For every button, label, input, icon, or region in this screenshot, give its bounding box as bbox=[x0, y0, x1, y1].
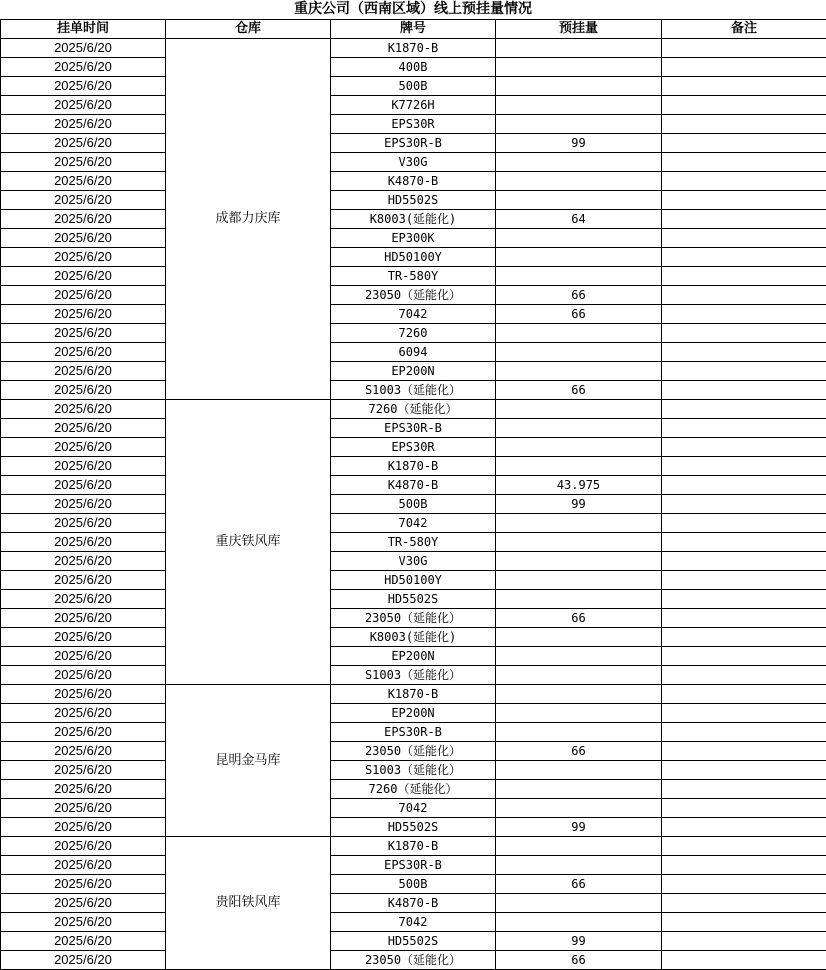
cell-date[interactable]: 2025/6/20 bbox=[1, 799, 166, 818]
cell-date[interactable]: 2025/6/20 bbox=[1, 590, 166, 609]
cell-date[interactable]: 2025/6/20 bbox=[1, 685, 166, 704]
cell-date[interactable]: 2025/6/20 bbox=[1, 134, 166, 153]
cell-quantity[interactable] bbox=[496, 685, 662, 704]
table-row bbox=[1, 666, 826, 685]
cell-date[interactable]: 2025/6/20 bbox=[1, 913, 166, 932]
cell-grade[interactable]: 7260（延能化） bbox=[331, 400, 496, 419]
cell-quantity[interactable] bbox=[496, 172, 662, 191]
cell-date[interactable]: 2025/6/20 bbox=[1, 514, 166, 533]
cell-remarks[interactable] bbox=[662, 951, 826, 970]
cell-remarks[interactable] bbox=[662, 248, 826, 267]
cell-date[interactable]: 2025/6/20 bbox=[1, 552, 166, 571]
cell-date[interactable]: 2025/6/20 bbox=[1, 229, 166, 248]
cell-date[interactable]: 2025/6/20 bbox=[1, 191, 166, 210]
header-remarks[interactable]: 备注 bbox=[662, 20, 826, 39]
cell-date[interactable]: 2025/6/20 bbox=[1, 286, 166, 305]
cell-remarks[interactable] bbox=[662, 704, 826, 723]
table-row bbox=[1, 590, 826, 609]
table-row bbox=[1, 818, 826, 837]
cell-grade[interactable]: K7726H bbox=[331, 96, 496, 115]
cell-grade[interactable]: EPS30R-B bbox=[331, 856, 496, 875]
cell-remarks[interactable] bbox=[662, 837, 826, 856]
header-row bbox=[1, 20, 826, 39]
table-row bbox=[1, 951, 826, 970]
cell-quantity[interactable] bbox=[496, 153, 662, 172]
table-row bbox=[1, 153, 826, 172]
cell-grade[interactable]: 400B bbox=[331, 58, 496, 77]
table-row bbox=[1, 58, 826, 77]
cell-date[interactable]: 2025/6/20 bbox=[1, 267, 166, 286]
cell-quantity[interactable]: 66 bbox=[496, 875, 662, 894]
cell-grade[interactable]: EP200N bbox=[331, 647, 496, 666]
cell-remarks[interactable] bbox=[662, 381, 826, 400]
cell-quantity[interactable] bbox=[496, 248, 662, 267]
cell-quantity[interactable] bbox=[496, 761, 662, 780]
cell-grade[interactable]: 23050（延能化） bbox=[331, 286, 496, 305]
cell-remarks[interactable] bbox=[662, 742, 826, 761]
cell-remarks[interactable] bbox=[662, 856, 826, 875]
cell-remarks[interactable] bbox=[662, 438, 826, 457]
cell-date[interactable]: 2025/6/20 bbox=[1, 77, 166, 96]
table-row bbox=[1, 77, 826, 96]
cell-quantity[interactable]: 99 bbox=[496, 818, 662, 837]
cell-quantity[interactable] bbox=[496, 457, 662, 476]
cell-remarks[interactable] bbox=[662, 875, 826, 894]
cell-date[interactable]: 2025/6/20 bbox=[1, 704, 166, 723]
cell-remarks[interactable] bbox=[662, 723, 826, 742]
table-row bbox=[1, 894, 826, 913]
cell-grade[interactable]: S1003（延能化） bbox=[331, 666, 496, 685]
cell-grade[interactable]: K1870-B bbox=[331, 685, 496, 704]
cell-remarks[interactable] bbox=[662, 39, 826, 58]
cell-remarks[interactable] bbox=[662, 628, 826, 647]
table-row bbox=[1, 799, 826, 818]
cell-date[interactable]: 2025/6/20 bbox=[1, 96, 166, 115]
cell-grade[interactable]: EPS30R bbox=[331, 438, 496, 457]
cell-quantity[interactable] bbox=[496, 362, 662, 381]
cell-remarks[interactable] bbox=[662, 96, 826, 115]
cell-grade[interactable]: TR-580Y bbox=[331, 533, 496, 552]
table-row bbox=[1, 495, 826, 514]
cell-quantity[interactable]: 66 bbox=[496, 305, 662, 324]
cell-quantity[interactable] bbox=[496, 837, 662, 856]
table-row bbox=[1, 362, 826, 381]
header-date[interactable]: 挂单时间 bbox=[1, 20, 166, 39]
cell-remarks[interactable] bbox=[662, 115, 826, 134]
cell-date[interactable]: 2025/6/20 bbox=[1, 419, 166, 438]
cell-grade[interactable]: HD50100Y bbox=[331, 248, 496, 267]
cell-warehouse[interactable]: 重庆铁风库 bbox=[166, 400, 331, 685]
cell-grade[interactable]: 23050（延能化） bbox=[331, 951, 496, 970]
cell-quantity[interactable]: 66 bbox=[496, 381, 662, 400]
cell-date[interactable]: 2025/6/20 bbox=[1, 172, 166, 191]
header-warehouse[interactable]: 仓库 bbox=[166, 20, 331, 39]
table-row bbox=[1, 647, 826, 666]
cell-grade[interactable]: K1870-B bbox=[331, 457, 496, 476]
table-row bbox=[1, 552, 826, 571]
cell-remarks[interactable] bbox=[662, 476, 826, 495]
cell-remarks[interactable] bbox=[662, 514, 826, 533]
cell-remarks[interactable] bbox=[662, 666, 826, 685]
cell-date[interactable]: 2025/6/20 bbox=[1, 457, 166, 476]
cell-remarks[interactable] bbox=[662, 210, 826, 229]
table-row bbox=[1, 324, 826, 343]
table-row bbox=[1, 628, 826, 647]
cell-remarks[interactable] bbox=[662, 552, 826, 571]
cell-date[interactable]: 2025/6/20 bbox=[1, 39, 166, 58]
header-grade[interactable]: 牌号 bbox=[331, 20, 496, 39]
cell-grade[interactable]: 7042 bbox=[331, 913, 496, 932]
cell-quantity[interactable] bbox=[496, 780, 662, 799]
cell-remarks[interactable] bbox=[662, 153, 826, 172]
cell-date[interactable]: 2025/6/20 bbox=[1, 780, 166, 799]
cell-date[interactable]: 2025/6/20 bbox=[1, 343, 166, 362]
cell-quantity[interactable] bbox=[496, 571, 662, 590]
cell-quantity[interactable] bbox=[496, 913, 662, 932]
cell-remarks[interactable] bbox=[662, 305, 826, 324]
table-row bbox=[1, 210, 826, 229]
table-row bbox=[1, 305, 826, 324]
cell-quantity[interactable]: 66 bbox=[496, 742, 662, 761]
cell-remarks[interactable] bbox=[662, 932, 826, 951]
cell-grade[interactable]: S1003（延能化） bbox=[331, 381, 496, 400]
cell-quantity[interactable] bbox=[496, 324, 662, 343]
cell-quantity[interactable] bbox=[496, 343, 662, 362]
cell-remarks[interactable] bbox=[662, 799, 826, 818]
cell-grade[interactable]: K1870-B bbox=[331, 39, 496, 58]
cell-quantity[interactable] bbox=[496, 856, 662, 875]
cell-remarks[interactable] bbox=[662, 571, 826, 590]
cell-grade[interactable]: 7042 bbox=[331, 799, 496, 818]
cell-quantity[interactable]: 99 bbox=[496, 932, 662, 951]
cell-date[interactable]: 2025/6/20 bbox=[1, 362, 166, 381]
cell-date[interactable]: 2025/6/20 bbox=[1, 837, 166, 856]
cell-grade[interactable]: 500B bbox=[331, 77, 496, 96]
cell-date[interactable]: 2025/6/20 bbox=[1, 628, 166, 647]
cell-date[interactable]: 2025/6/20 bbox=[1, 400, 166, 419]
cell-quantity[interactable]: 66 bbox=[496, 286, 662, 305]
table-row bbox=[1, 476, 826, 495]
cell-grade[interactable]: 500B bbox=[331, 495, 496, 514]
cell-date[interactable]: 2025/6/20 bbox=[1, 115, 166, 134]
cell-remarks[interactable] bbox=[662, 267, 826, 286]
cell-remarks[interactable] bbox=[662, 533, 826, 552]
data-table bbox=[0, 19, 826, 970]
cell-quantity[interactable]: 99 bbox=[496, 495, 662, 514]
cell-quantity[interactable] bbox=[496, 552, 662, 571]
cell-quantity[interactable] bbox=[496, 723, 662, 742]
cell-quantity[interactable] bbox=[496, 894, 662, 913]
cell-grade[interactable]: 23050（延能化） bbox=[331, 609, 496, 628]
table-row bbox=[1, 780, 826, 799]
cell-date[interactable]: 2025/6/20 bbox=[1, 476, 166, 495]
cell-quantity[interactable] bbox=[496, 799, 662, 818]
cell-grade[interactable]: EP200N bbox=[331, 704, 496, 723]
cell-date[interactable]: 2025/6/20 bbox=[1, 894, 166, 913]
cell-quantity[interactable] bbox=[496, 191, 662, 210]
table-row bbox=[1, 571, 826, 590]
table-row bbox=[1, 39, 826, 58]
cell-grade[interactable]: 500B bbox=[331, 875, 496, 894]
cell-grade[interactable]: EPS30R-B bbox=[331, 419, 496, 438]
header-quantity[interactable]: 预挂量 bbox=[496, 20, 662, 39]
cell-grade[interactable]: K1870-B bbox=[331, 837, 496, 856]
cell-quantity[interactable] bbox=[496, 96, 662, 115]
cell-grade[interactable]: V30G bbox=[331, 153, 496, 172]
table-row bbox=[1, 115, 826, 134]
cell-date[interactable]: 2025/6/20 bbox=[1, 723, 166, 742]
cell-grade[interactable]: V30G bbox=[331, 552, 496, 571]
cell-grade[interactable]: EPS30R-B bbox=[331, 134, 496, 153]
table-row bbox=[1, 172, 826, 191]
cell-date[interactable]: 2025/6/20 bbox=[1, 248, 166, 267]
cell-remarks[interactable] bbox=[662, 77, 826, 96]
cell-date[interactable]: 2025/6/20 bbox=[1, 761, 166, 780]
cell-date[interactable]: 2025/6/20 bbox=[1, 533, 166, 552]
sheet-title: 重庆公司（西南区域）线上预挂量情况 bbox=[294, 1, 532, 17]
cell-grade[interactable]: 6094 bbox=[331, 343, 496, 362]
table-row bbox=[1, 267, 826, 286]
cell-remarks[interactable] bbox=[662, 495, 826, 514]
cell-grade[interactable]: K8003(延能化) bbox=[331, 210, 496, 229]
cell-warehouse[interactable]: 昆明金马库 bbox=[166, 685, 331, 837]
cell-grade[interactable]: 7260（延能化） bbox=[331, 780, 496, 799]
table-row bbox=[1, 248, 826, 267]
cell-date[interactable]: 2025/6/20 bbox=[1, 381, 166, 400]
cell-remarks[interactable] bbox=[662, 172, 826, 191]
cell-grade[interactable]: EP300K bbox=[331, 229, 496, 248]
table-row bbox=[1, 400, 826, 419]
cell-quantity[interactable] bbox=[496, 647, 662, 666]
table-row bbox=[1, 913, 826, 932]
cell-quantity[interactable] bbox=[496, 628, 662, 647]
cell-quantity[interactable] bbox=[496, 533, 662, 552]
cell-quantity[interactable] bbox=[496, 514, 662, 533]
cell-remarks[interactable] bbox=[662, 58, 826, 77]
cell-quantity[interactable] bbox=[496, 39, 662, 58]
cell-grade[interactable]: 7260 bbox=[331, 324, 496, 343]
table-row bbox=[1, 438, 826, 457]
cell-remarks[interactable] bbox=[662, 324, 826, 343]
cell-grade[interactable]: TR-580Y bbox=[331, 267, 496, 286]
cell-quantity[interactable]: 99 bbox=[496, 134, 662, 153]
table-row bbox=[1, 533, 826, 552]
table-row bbox=[1, 856, 826, 875]
cell-date[interactable]: 2025/6/20 bbox=[1, 951, 166, 970]
cell-grade[interactable]: EPS30R bbox=[331, 115, 496, 134]
cell-remarks[interactable] bbox=[662, 362, 826, 381]
cell-quantity[interactable] bbox=[496, 438, 662, 457]
cell-date[interactable]: 2025/6/20 bbox=[1, 153, 166, 172]
cell-grade[interactable]: K4870-B bbox=[331, 894, 496, 913]
table-row bbox=[1, 875, 826, 894]
cell-remarks[interactable] bbox=[662, 191, 826, 210]
table-row bbox=[1, 457, 826, 476]
cell-grade[interactable]: K4870-B bbox=[331, 476, 496, 495]
cell-date[interactable]: 2025/6/20 bbox=[1, 666, 166, 685]
cell-quantity[interactable] bbox=[496, 704, 662, 723]
cell-date[interactable]: 2025/6/20 bbox=[1, 818, 166, 837]
cell-quantity[interactable]: 64 bbox=[496, 210, 662, 229]
table-row bbox=[1, 381, 826, 400]
cell-grade[interactable]: 7042 bbox=[331, 514, 496, 533]
cell-date[interactable]: 2025/6/20 bbox=[1, 438, 166, 457]
cell-grade[interactable]: S1003（延能化） bbox=[331, 761, 496, 780]
cell-grade[interactable]: K8003(延能化) bbox=[331, 628, 496, 647]
cell-grade[interactable]: HD5502S bbox=[331, 191, 496, 210]
cell-grade[interactable]: HD5502S bbox=[331, 818, 496, 837]
cell-remarks[interactable] bbox=[662, 647, 826, 666]
cell-date[interactable]: 2025/6/20 bbox=[1, 324, 166, 343]
cell-date[interactable]: 2025/6/20 bbox=[1, 932, 166, 951]
cell-date[interactable]: 2025/6/20 bbox=[1, 495, 166, 514]
cell-remarks[interactable] bbox=[662, 419, 826, 438]
cell-date[interactable]: 2025/6/20 bbox=[1, 742, 166, 761]
table-row bbox=[1, 96, 826, 115]
table-row bbox=[1, 134, 826, 153]
cell-quantity[interactable]: 66 bbox=[496, 609, 662, 628]
cell-quantity[interactable] bbox=[496, 419, 662, 438]
cell-quantity[interactable]: 66 bbox=[496, 951, 662, 970]
cell-date[interactable]: 2025/6/20 bbox=[1, 305, 166, 324]
table-row bbox=[1, 419, 826, 438]
cell-quantity[interactable] bbox=[496, 590, 662, 609]
cell-quantity[interactable] bbox=[496, 400, 662, 419]
cell-remarks[interactable] bbox=[662, 913, 826, 932]
cell-date[interactable]: 2025/6/20 bbox=[1, 58, 166, 77]
cell-warehouse[interactable]: 贵阳铁风库 bbox=[166, 837, 331, 970]
cell-remarks[interactable] bbox=[662, 229, 826, 248]
table-row bbox=[1, 837, 826, 856]
cell-date[interactable]: 2025/6/20 bbox=[1, 210, 166, 229]
cell-remarks[interactable] bbox=[662, 457, 826, 476]
table-row bbox=[1, 286, 826, 305]
table-row bbox=[1, 514, 826, 533]
cell-quantity[interactable] bbox=[496, 267, 662, 286]
table-row bbox=[1, 229, 826, 248]
cell-grade[interactable]: 7042 bbox=[331, 305, 496, 324]
cell-date[interactable]: 2025/6/20 bbox=[1, 875, 166, 894]
cell-grade[interactable]: HD5502S bbox=[331, 590, 496, 609]
cell-quantity[interactable] bbox=[496, 58, 662, 77]
table-row bbox=[1, 742, 826, 761]
cell-date[interactable]: 2025/6/20 bbox=[1, 571, 166, 590]
table-row bbox=[1, 723, 826, 742]
cell-date[interactable]: 2025/6/20 bbox=[1, 647, 166, 666]
cell-quantity[interactable] bbox=[496, 115, 662, 134]
table-row bbox=[1, 761, 826, 780]
cell-grade[interactable]: EP200N bbox=[331, 362, 496, 381]
cell-remarks[interactable] bbox=[662, 400, 826, 419]
cell-grade[interactable]: EPS30R-B bbox=[331, 723, 496, 742]
cell-remarks[interactable] bbox=[662, 609, 826, 628]
cell-grade[interactable]: HD50100Y bbox=[331, 571, 496, 590]
table-row bbox=[1, 932, 826, 951]
cell-grade[interactable]: HD5502S bbox=[331, 932, 496, 951]
cell-warehouse[interactable]: 成都力庆库 bbox=[166, 39, 331, 400]
cell-remarks[interactable] bbox=[662, 590, 826, 609]
cell-remarks[interactable] bbox=[662, 685, 826, 704]
cell-grade[interactable]: K4870-B bbox=[331, 172, 496, 191]
table-row bbox=[1, 609, 826, 628]
table-row bbox=[1, 704, 826, 723]
cell-date[interactable]: 2025/6/20 bbox=[1, 856, 166, 875]
cell-quantity[interactable]: 43.975 bbox=[496, 476, 662, 495]
cell-quantity[interactable] bbox=[496, 229, 662, 248]
cell-quantity[interactable] bbox=[496, 77, 662, 96]
cell-remarks[interactable] bbox=[662, 818, 826, 837]
cell-quantity[interactable] bbox=[496, 666, 662, 685]
cell-remarks[interactable] bbox=[662, 780, 826, 799]
cell-remarks[interactable] bbox=[662, 761, 826, 780]
cell-grade[interactable]: 23050（延能化） bbox=[331, 742, 496, 761]
table-body bbox=[1, 39, 826, 970]
cell-remarks[interactable] bbox=[662, 343, 826, 362]
cell-date[interactable]: 2025/6/20 bbox=[1, 609, 166, 628]
cell-remarks[interactable] bbox=[662, 134, 826, 153]
cell-remarks[interactable] bbox=[662, 286, 826, 305]
table-row bbox=[1, 343, 826, 362]
cell-remarks[interactable] bbox=[662, 894, 826, 913]
table-row bbox=[1, 685, 826, 704]
table-row bbox=[1, 191, 826, 210]
